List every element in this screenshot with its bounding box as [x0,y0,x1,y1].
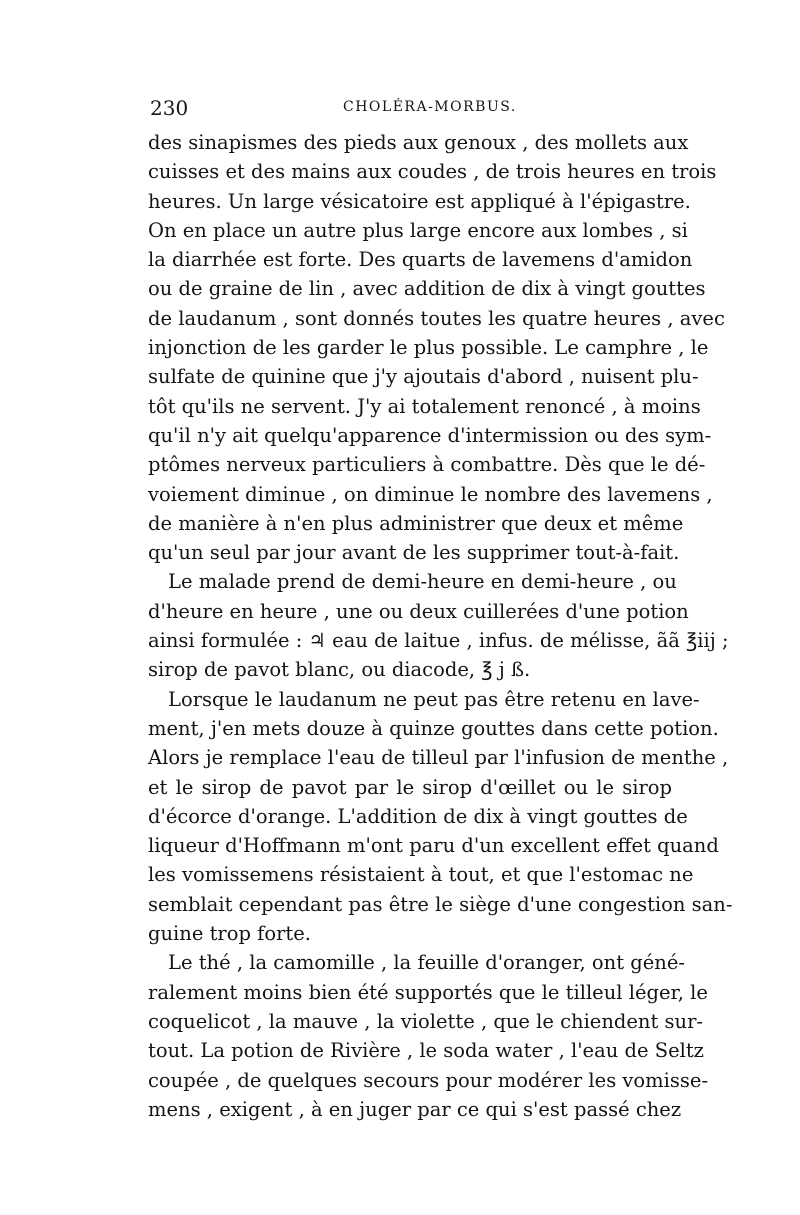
running-head: CHOLÉRA-MORBUS. [343,99,517,115]
text-line: tout. La potion de Rivière , le soda water , l'eau de Seltz [148,1039,704,1063]
body-text [148,128,733,1124]
text-line: de manière à n'en plus administrer que deux et même [148,511,684,535]
prescription-line: sirop de pavot blanc, ou diacode, ℥ j ß. [148,658,531,682]
text-line: coquelicot , la mauve , la violette , que le chiendent sur- [148,1009,703,1033]
page-number: 230 [150,96,189,120]
text-line: cuisses et des mains aux coudes , de trois heures en trois [148,160,717,184]
text-line: On en place un autre plus large encore aux lombes , si [148,218,688,242]
text-line: heures. Un large vésicatoire est appliqué à l'épigastre. [148,189,691,213]
text-line: semblait cependant pas être le siège d'une congestion san- [148,892,733,916]
paragraph-start-line: Le thé , la camomille , la feuille d'oranger, ont géné- [168,951,685,975]
page-header [150,96,670,120]
text-line: Alors je remplace l'eau de tilleul par l'infusion de menthe , [148,746,729,770]
text-line: ou de graine de lin , avec addition de dix à vingt gouttes [148,277,706,301]
text-line: la diarrhée est forte. Des quarts de lavemens d'amidon [148,248,693,272]
text-line: injonction de les garder le plus possible. Le camphre , le [148,336,709,360]
text-line: les vomissemens résistaient à tout, et que l'estomac ne [148,863,694,887]
text-line: guine trop forte. [148,922,312,946]
prescription-line: ainsi formulée : ♃ eau de laitue , infus. de mélisse, ãã ℥iij ; [148,629,729,653]
text-line: d'heure en heure , une ou deux cuillerées d'une potion [148,599,689,623]
text-line: d'écorce d'orange. L'addition de dix à vingt gouttes de [148,804,688,828]
text-line: sulfate de quinine que j'y ajoutais d'abord , nuisent plu- [148,365,699,389]
text-line: liqueur d'Hoffmann m'ont paru d'un excellent effet quand [148,834,719,858]
text-line: voiement diminue , on diminue le nombre des lavemens , [148,482,713,506]
text-line: qu'un seul par jour avant de les supprimer tout-à-fait. [148,541,680,565]
paragraph-start-line: Lorsque le laudanum ne peut pas être retenu en lave- [168,687,700,711]
text-line: des sinapismes des pieds aux genoux , des mollets aux [148,131,689,154]
text-line: qu'il n'y ait quelqu'apparence d'intermission ou des sym- [148,423,712,447]
text-line: ptômes nerveux particuliers à combattre. Dès que le dé- [148,453,706,477]
paragraph-start-line: Le malade prend de demi-heure en demi-heure , ou [168,570,677,594]
text-line: tôt qu'ils ne servent. J'y ai totalement renoncé , à moins [148,394,701,418]
text-line: ralement moins bien été supportés que le tilleul léger, le [148,980,708,1004]
text-line: ment, j'en mets douze à quinze gouttes dans cette potion. [148,716,719,740]
text-line: et le sirop de pavot par le sirop d'œillet ou le sirop [148,775,672,799]
text-line: de laudanum , sont donnés toutes les quatre heures , avec [148,306,725,330]
text-line: coupée , de quelques secours pour modérer les vomisse- [148,1068,709,1092]
text-line: mens , exigent , à en juger par ce qui s'est passé chez [148,1097,682,1121]
